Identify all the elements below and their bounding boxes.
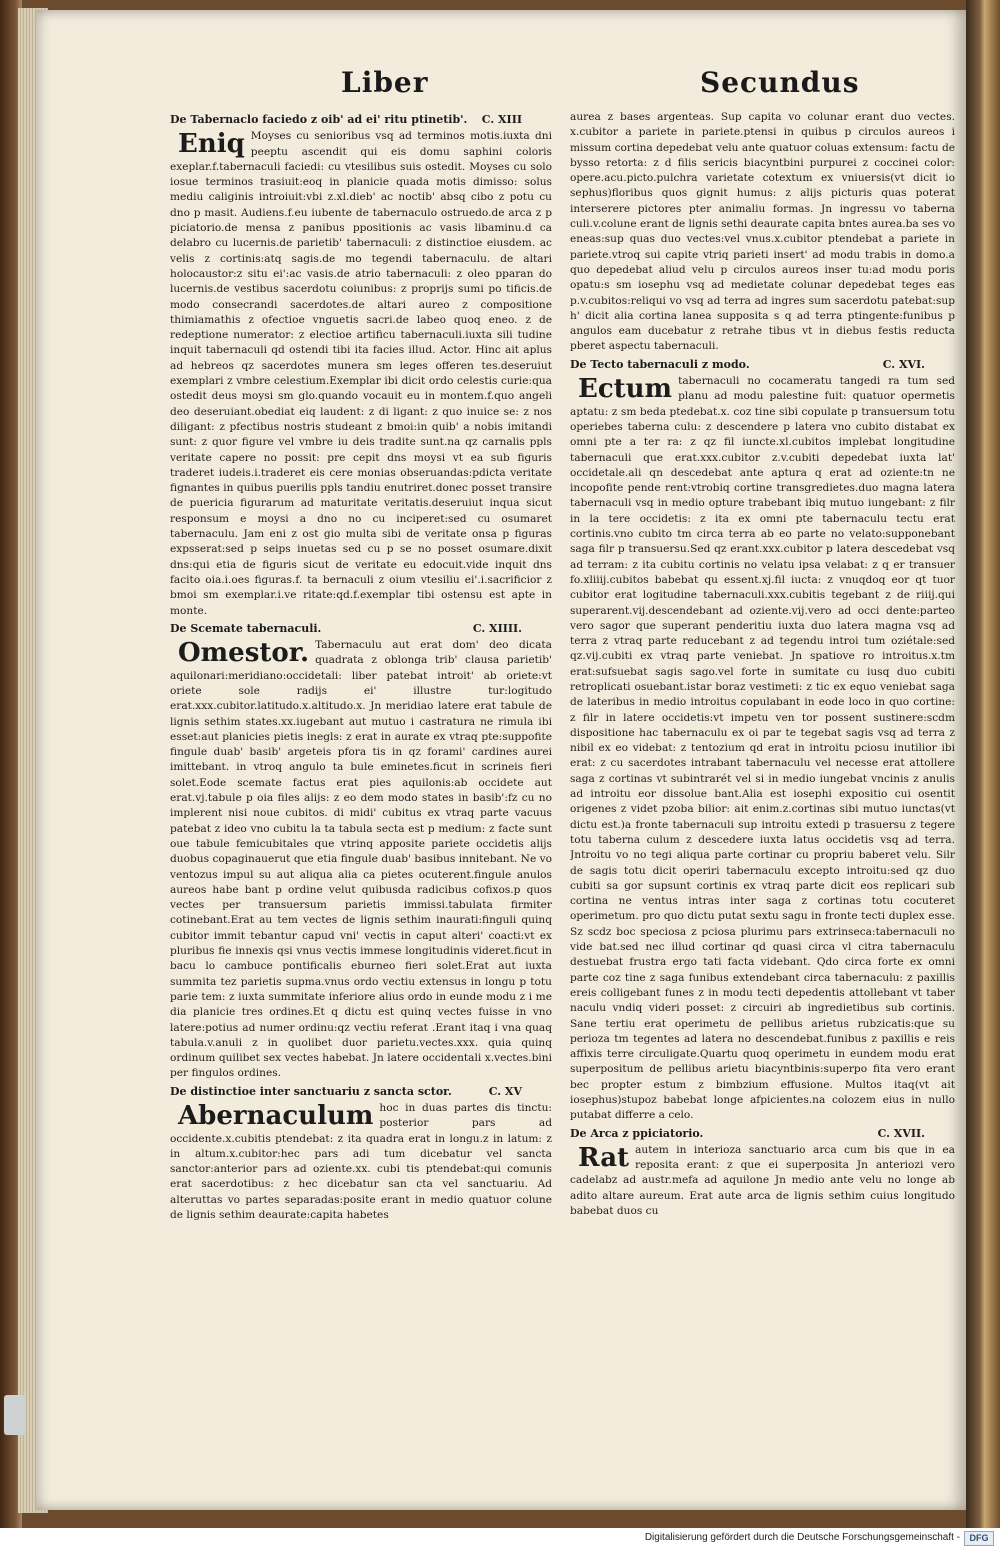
- right-column: [570, 110, 955, 1290]
- chapter-heading: [170, 1084, 552, 1099]
- paragraph: tabernaculi no cocameratu tangedi ra tum sed planu ad modu palestine fuit: quatuor opermetis aptatu: z sm beda ptedebat.x. coz tine sibi copulate p transuersum totu operiebes taberna culu: z descendere p latera vno cubito distabat ex omni pte a ter ra: z qz fil iuncte.xl.cubitos implebat longitudine tabernaculi que erat.xxx.cubitor z.v.cubiti depedebat iuxta lat' occidetale.ali qn descedebat ante aptura q erat ad oziente:tn ne incopofite pende rent:vtrobiq cortine transgredietes.duo magna latera tabernaculi vsq in medio opture trabebant ibiq mutuo iungebant: z filr in la tere occidetis: z ita ex omni pte tabernaculu tectu erat cortinis.vno cubito tm circa terra ab eo parte no velato:supponebant saga filr p transuersu.Sed qz erant.xxx.cubitor p latera descedebat vsq ad terram: z ita cubitu cortinis no velatu ipsa velabat: z q er transuer fo.xliiij.cubitos babebat qu essent.xj.fil iucta: z vnuqdoq eor qt tuor cubitor erat logitudine tabernaculi.xxx.cubitis tegebant z de riiij.qui superarent.vij.descendebant ad oziente.vij.vero ad occi dente:parteo vero sagor que superant penderitiu iuxta duo latera magna vsq ad terra z vtraq parte reducebant z ad tegendu introi tum oziétale:sed qz.vij.cubiti ex vtraq parte veniebat. Jn spatiove ro introitus.x.tm erat:sufsuebat sagis sago.vel forte in sumitate cu iusq duo cubiti retroplicati osuebant.istar boraz vestimeti: z tic ex equo veniebat saga de lateribus in medio introitus copulabant in eode loco in quo cortine: z filr in latere occidetis:vt impetu ven tor possent sustinere:scdm dispositione hac tabernaculu ex oi par te tegebat sagis vsq ad terra z nibil ex eo videbat: z tentozium qd erat in introitu pciosu inutilior ibi erat: z cu sacerdotes intrabant tabernaculu vel necesse erat attollere saga z cortinas vt subintrarét vel si in medio iungebat vncinis z anulis ad introitu eor dissolue bant.Alia est iosephi expositio cui osentit origenes z videt pzoba bilior: ait enim.z.cortinas sibi mutuo iunctas(vt dictu est.)a fronte tabernaculi sup introitu extedi p trasuersu z tegere totu taberna culum z descedere iuxta latus occidetis vsq ad terra. Jntroitu vo no tegi aliqua parte cortinar cu propriu baberet velu. Silr de sagis totu dicit operiri tabernaculu excepto introitu:sed qz duo cubiti sa gor supsunt cortinis ex vtraq parte dicit eos replicari sub cortina ne ventus intras inter saga z cortinas totu cocuteret operimetum. pro quo dictu putat sextu sagu in fronte tecti duplex esse. Sz scdz boc speciosa z pciosa plurimu pars extrinseca:tabernaculi no vide bat.sed nec illud cortinar qd quasi circa vl citra tabernaculu destuebat frustra ergo tati facta videbant. Qdo circa forte ex omni parte coz tine z saga funibus extendebant circa tabernaculu: z paxillis ereis colligebant funes z in modu tecti depedentis attollebant vt taber naculu vndiq videri posset: z circuiri ab ingredietibus sub cortinis. Sane tertiu erat operimetu de pellibus arietus rubzicatis:que su perioza tm tegentes ad latera no descendebat.funibus z paxillis e reis affixis terre circuligate.Quartu quoq operimetu in eundem modu erat superpositum de pellibus arietu biacyntbinis:superpo fita vero erant bec propter estum z bimbzium effusione. Multos itaq(vt ait iosephus)stupoz babebat longe afpicientes.na colozem eius in nullo putabat differre a celo.: [570, 375, 955, 1122]
- decorated-initial: Omestor.: [178, 638, 310, 669]
- section-c15-cont: [570, 110, 955, 355]
- section-c13: [170, 112, 552, 619]
- chapter-number: C. XVI.: [882, 357, 925, 371]
- chapter-heading: [170, 621, 552, 636]
- left-column: [170, 110, 552, 1290]
- paragraph: autem in interioza sanctuario arca cum bis que in ea reposita erant: z que ei superposita Jn anteriozi vero cadelabz ad austr.mefa ad aquilone Jn medio ante velu no longe ab adito altare aureum. Erat aute arca de lignis sethim cuius longitudo babebat duos cu: [570, 1143, 955, 1218]
- paragraph: hoc in duas partes dis tinctu: posterior pars ad occidente.x.cubitis ptendebat: z ita quadra erat in longu.z in latum: z in altum.x.cubitor:hec pars adi tum dicebatur vel sancta sanctor:anterior pars ad oziente.xx. cubi tis ptendebat:qui comunis erat sacerdotibus: z hec dicebatur san cta vel sanctuariu. Ad alteruttas vo partes separadas:posite erant in medio quatuor colune de lignis sethim deaurate:capita habetes: [170, 1102, 552, 1222]
- dfg-logo: DFG: [964, 1531, 994, 1546]
- section-c17: [570, 1126, 955, 1220]
- decorated-initial: Rat: [578, 1142, 630, 1173]
- section-c14: [170, 621, 552, 1082]
- chapter-title: De Tecto tabernaculi z modo.: [570, 357, 750, 371]
- chapter-heading: [570, 1126, 955, 1141]
- book-spine-right-edge: [966, 0, 1000, 1528]
- running-header-right: Secundus: [700, 66, 860, 99]
- chapter-title: De Tabernaclo faciedo z oib' ad ei' ritu ptinetib'.: [170, 113, 468, 126]
- paragraph: aurea z bases argenteas. Sup capita vo colunar erant duo vectes. x.cubitor a pariete in pariete.ptensi in quibus p circulos aureos i missum cortina depedebat velu ante quatuor coluas extensum: factu de bysso retorta: z d filis sericis biacyntbini purpurei z coccinei color: opere.acu.picto.pulchra varietate cotextum ex vniuersis(vt dicit io sephus)floribus quos gignit humus: z alijs picturis quas poterat interserere pictores pter animaliu formas. Jn ingressu vo taberna culi.v.colune erant de lignis sethi deaurate capita bntes aurea.ba ses vo eneas:sup quas duo vectes:vel vnus.x.cubitor ptendebat a pariete in pariete.vtroq sui capite vtriq parieti insert' ad modu trabis in domo.a quo depedebat aliud velu p circulos aureos inser tu:ad modu poris opatu:s sm iosephu vsq ad medietate colunar depedebat teges eas p.v.cubitos:reliqui vo vsq ad terra ad ingres sum sacerdotu patebat:sup h' dicit alia cortina lanea supposita s q ad terra ptingente:funibus p angulos eam ducebatur z retrahe tibus vt in diebus festis reducta pberet aspectu tabernaculi.: [570, 111, 955, 353]
- funding-notice: Digitalisierung gefördert durch die Deutsche Forschungsgemeinschaft -: [644, 1532, 960, 1543]
- chapter-number: C. XIII: [481, 113, 522, 126]
- paragraph: Moyses cu senioribus vsq ad terminos motis.iuxta dni peeptu ascendit qui eis domu saphini coloris exeplar.f.tabernaculi faciedi: cu vtesilibus suis ostedit. Moyses cu solo iosue terminos trasiuit:eoq in planicie quada motis dimisso: solus mediu caliginis introiuit:vbi z.xl.dieb' ac noctib' absq cibo z potu cu dno p masit. Audiens.f.eu iubente de tabernaculo ostruedo.de arca z p piciatorio.de mensa z panibus ppositionis ac vasis libaminu.d ca delabro cu lucernis.de parietib' tabernaculi: z distinctioe eiusdem. ac velis z cortinis:atq sagis.de mo tegendi tabernaculu. de altari holocaustor:z situ ei':ac vasis.de atrio tabernaculi: z oleo pparan do lucernis.de vestibus sacerdotu coiunibus: z proprijs sumi po tificis.de modo consecrandi sacerdotes.de altari aureo z compositione thimiamathis z ofectioe vnguetis sacri.de labeo quoq eneo. z de redeptione numerator: z electioe artificu tabernaculi.iuxta sili tudine inquit tabernaculi qd ostendi tibi ita facies illud. Actor. Hinc ait aplus ad hebreos qz sacerdotes munera sm leges offeren tes.deseruiut exemplari z vmbre celestium.Exemplar ibi dicit ordo celestis curie:qua ostedit deus moysi sm glo.quando vocauit eu in montem.f.quo angeli deo deseruiant.obediat eiq laudent: z di ligant: z quo inuice se: z nos diligant: z pfectibus nostris studeant z bmoi:in quib' a nobis imitandi sunt: z quor figure vel vmbre iu deis tradite sunt.na qz carnalis ppls veritate capere no possit: pre cepit dns moysi vt ea sub figuris traderet iudeis.i.traderet eis cere monias obseruandas:pdicta veritate fignantes in quibus puerilis ppls tandiu enutriret.donec posset transire de puericia figurarum ad maturitate veritatis.deseruiut inqua sicut responsum e moysi a dno no cu inciperet:sed cu osumaret tabernaculu. Jam eni z ost gio multa sibi de veritate onsa p figuras expsserat:sed p seips inuetas sed cu p se no posset osumare.dixit dns:qui etia de figuris sicut de veritate eu edocuit.vide inquit dns facito oia.i.oes figuras.f. ta bernaculi z oium vtesiliu ei'.i.sacrificior z bmoi sm exemplar.i.ve ritate:qd.f.exemplar tibi ostensu est apte in monte.: [170, 130, 552, 617]
- chapter-title: De Arca z ppiciatorio.: [570, 1126, 704, 1140]
- section-c15: [170, 1084, 552, 1224]
- decorated-initial: Ectum: [578, 374, 673, 405]
- chapter-heading: [570, 357, 955, 372]
- chapter-number: C. XIIII.: [472, 621, 522, 635]
- chapter-heading: [170, 112, 552, 127]
- decorated-initial: Eniq: [178, 129, 245, 160]
- chapter-title: De distinctioe inter sanctuariu z sancta sctor.: [170, 1084, 452, 1098]
- paragraph: Tabernaculu aut erat dom' deo dicata quadrata z oblonga trib' clausa parietib' aquilonari:meridiano:occidetali: liber patebat introit' ab oriete:vt oriete sole radijs ei' illustre tur:logitudo erat.xxx.cubitor.latitudo.x.altitudo.x. Jn meridiao latere erat tabule de lignis sethim states.xx.iugebant aut mutuo i castratura ne rimula ibi esset:aut planicies pietis inegls: z erat in aurate ex vtraq pte:suppofite fingule duab' basib' argeteis pfora tis in qz forami' cardines aurei imittebant. in vtroq angulo ta bule eminetes.ficut in scrineis fieri solet.Eode scemate factus erat pies aquilonis:ab occidete aut erat.vj.tabule p oia files alijs: z eo dem modo states in basib':fz cu no implerent nisi noue cubitos. di midi' cubitus ex vtraq parte vacuus patebat z ideo vno cubitu la ta tabula secta est p medium: z facte sunt oue tabule femicubitales que vtrinq apposite pariete occidetis alijs duobus copaginauerut que etia fingule duab' basibus innitebant. Ne vo ventozus impul su aut aliqua alia ca pietes ocuterent.fingule anulos aureos habe bant p ordine velut quibusda radicibus cofixos.p quos vectes per transuersum parietis immissi.tabulata firmiter cotinebant.Erat au tem vectes de lignis sethim inaurati:finguli quinq cubitor immit tebantur capud vni' vectis in caput alteri' coacti:vt ex pluribus fie innexis qsi vnus vectis immese longitudinis videret.ficut in bacu lo cambuce pontificalis eburneo fieri solet.Erat aut iuxta summita tez parietis supma.vnus ordo vectiu extensus in longu p totu parie tem: z iuxta summitate inferiore alius ordo in eunde modu z i me dia planicie tres ordines.Et q dictu est quinq vectes fuisse in vno latere:potius ad numer ordinu:qz vectiu referat .Erant itaq i vna quaq tabula.v.anuli z in quolibet duor parietu.vectes.xxx. quia quinq ordinum quilibet sex vectes habebat. Jn latere occidentali x.vectes.bini per fingulos ordines.: [170, 639, 552, 1080]
- chapter-number: C. XVII.: [877, 1126, 925, 1140]
- section-c16: [570, 357, 955, 1124]
- chapter-number: C. XV: [488, 1084, 522, 1098]
- footer-bar: [0, 1528, 1000, 1549]
- running-header-left: Liber: [341, 66, 429, 99]
- page-clip: [4, 1395, 26, 1435]
- chapter-title: De Scemate tabernaculi.: [170, 621, 322, 635]
- decorated-initial: Abernaculum: [178, 1101, 374, 1131]
